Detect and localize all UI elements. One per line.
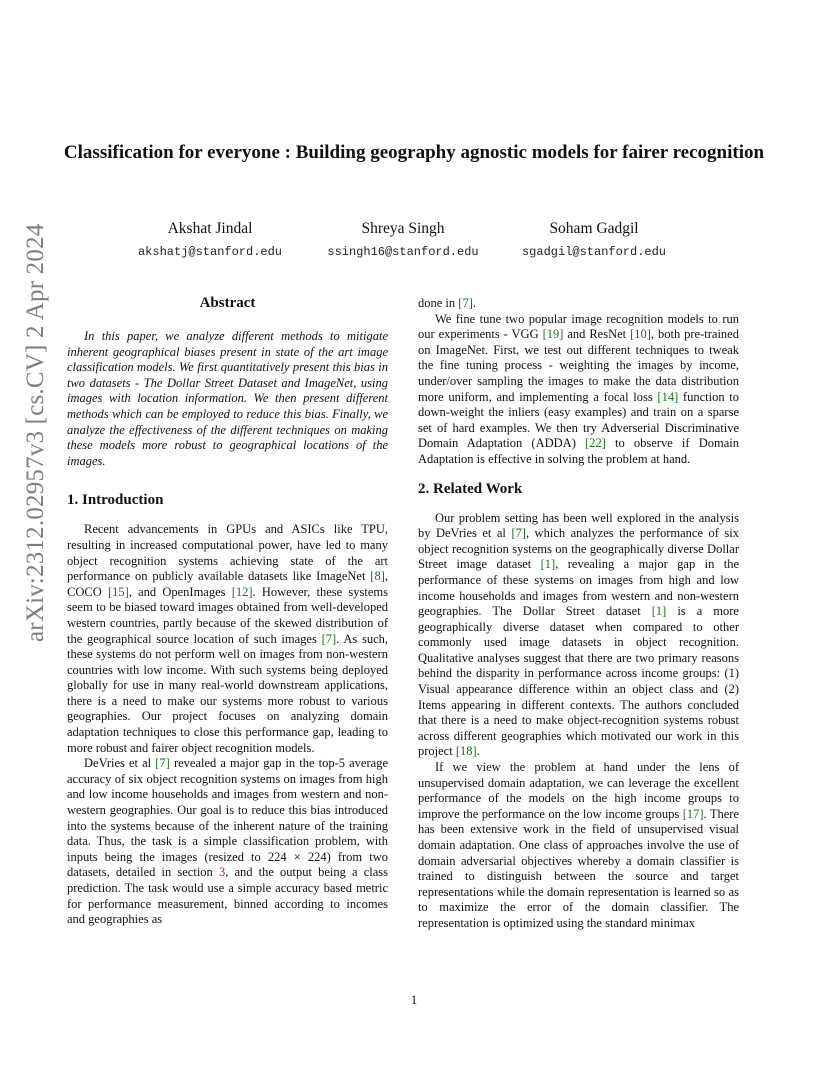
citation-link[interactable]: [10] (630, 327, 651, 342)
left-column (67, 294, 388, 928)
abstract-text: In this paper, we analyze different methods to mitigate inherent geographical biases present in state of the art image classification models. We first quantitatively present this bias in two datasets - The Dollar Street Dataset and ImageNet, using images with location information. We then present different methods which can be employed to reduce this bias. Finally, we analyze the effectiveness of the different techniques on making these models more robust to geographical locations of the images. (67, 329, 388, 468)
author-name: Shreya Singh (361, 220, 445, 237)
citation-link[interactable]: [18] (455, 744, 477, 759)
section-heading-introduction: 1. Introduction (67, 492, 164, 509)
citation-link[interactable]: [22] (585, 436, 606, 451)
section-reference-link[interactable]: 3 (218, 865, 226, 880)
citation-link[interactable]: [19] (542, 327, 564, 342)
citation-link[interactable]: [7] (321, 631, 337, 646)
section-heading-related-work: 2. Related Work (418, 480, 523, 497)
paper-title: Classification for everyone : Building geography agnostic models for fairer recognition (63, 142, 765, 163)
author-3 (474, 220, 714, 260)
citation-link[interactable]: [7] (458, 296, 473, 310)
right-column (418, 296, 739, 932)
author-email: sgadgil@stanford.edu (521, 245, 667, 259)
arxiv-identifier: arXiv:2312.02957v3 [cs.CV] 2 Apr 2024 (22, 223, 49, 642)
intro-paragraph-1: Recent advancements in GPUs and ASICs like TPU, resulting in increased computational power, have led to many object recognition systems achieving state of the art performance on publicly available datasets like ImageNet [8], COCO [15], and OpenImages [12]. However, these systems seem to be biased toward images obtained from well-developed western countries, partly because of the skewed distribution of the geographical source location of such images [7]. As such, these systems do not perform well on images from non-western countries with low income. With such systems being deployed globally for use in many real-world downstream applications, there is a need to make our systems more robust to various geographies. Our project focuses on analyzing domain adaptation techniques to close this performance gap, leading to more robust and fairer object recognition models. (67, 522, 388, 755)
citation-link[interactable]: [1] (651, 604, 667, 619)
intro-paragraph-3: We fine tune two popular image recognition models to run our experiments - VGG [19] and ResNet [10], both pre-trained on ImageNet. First, we test out different techniques to tweak the fine tuning process - weighting the images by income, under/over sampling the images to make the data distribution more uniform, and implementing a focal loss [14] function to down-weight the inliers (easy examples) and train on a sparse set of hard examples. We then try Adverserial Discriminative Domain Adaptation (ADDA) [22] to observe if Domain Adaptation is effective in solving the problem at hand. (418, 311, 739, 466)
citation-link[interactable]: [12] (231, 584, 253, 599)
citation-link[interactable]: [15] (107, 584, 129, 599)
page-number: 1 (410, 992, 418, 1007)
related-paragraph-1: Our problem setting has been well explored in the analysis by DeVries et al [7], which analyzes the performance of six object recognition systems on the geographically diverse Dollar Street image dataset [1], revealing a major gap in the performance of these systems on images from high and low income households and images from western and non-western geographies. The Dollar Street dataset [1] is a more geographically diverse dataset when compared to other commonly used image datasets in object recognition. Qualitative analyses suggest that there are two primary reasons behind the disparity in performance across income groups: (1) Visual appearance difference within an object class and (2) Items appearing in different contexts. The authors concluded that there is a need to make object-recognition systems robust across different geographies which motivated our work in this project [18]. (418, 510, 740, 759)
citation-link[interactable]: [1] (540, 557, 556, 572)
abstract-heading: Abstract (199, 295, 256, 311)
author-name: Akshat Jindal (167, 220, 253, 237)
citation-link[interactable]: [7] (155, 756, 170, 771)
citation-link[interactable]: [14] (657, 389, 679, 404)
continued-text: done in [7]. (418, 296, 476, 310)
author-name: Soham Gadgil (549, 220, 639, 237)
author-email: akshatj@stanford.edu (137, 245, 283, 259)
author-email: ssingh16@stanford.edu (327, 245, 479, 259)
citation-link[interactable]: [7] (511, 526, 526, 541)
intro-paragraph-2: DeVries et al [7] revealed a major gap in the top-5 average accuracy of six object recognition systems on images from high and low income households and images from western and non-western geographies. Our goal is to reduce this bias introduced into the systems because of the inherent nature of the training data. Thus, the task is a simple classification problem, with inputs being the images (resized to 224 × 224) from two datasets, detailed in section 3, and the output being a class prediction. The task would use a simple accuracy based metric for performance measurement, binned according to incomes and geographies as (67, 756, 389, 927)
citation-link[interactable]: [17] (682, 806, 704, 821)
related-paragraph-2: If we view the problem at hand under the lens of unsupervised domain adaptation, we can leverage the excellent performance of the models on the high income groups to improve the performance on the low income groups [17]. There has been extensive work in the field of unsupervised visual domain adaptation. One class of approaches involve the use of domain adversarial objectives whereby a domain classifier is trained to distinguish between the source and target representations while the domain representation is learned so as to maximize the error of the domain classifier. The representation is optimized using the standard minimax (418, 760, 740, 930)
citation-link[interactable]: [8] (370, 569, 385, 584)
